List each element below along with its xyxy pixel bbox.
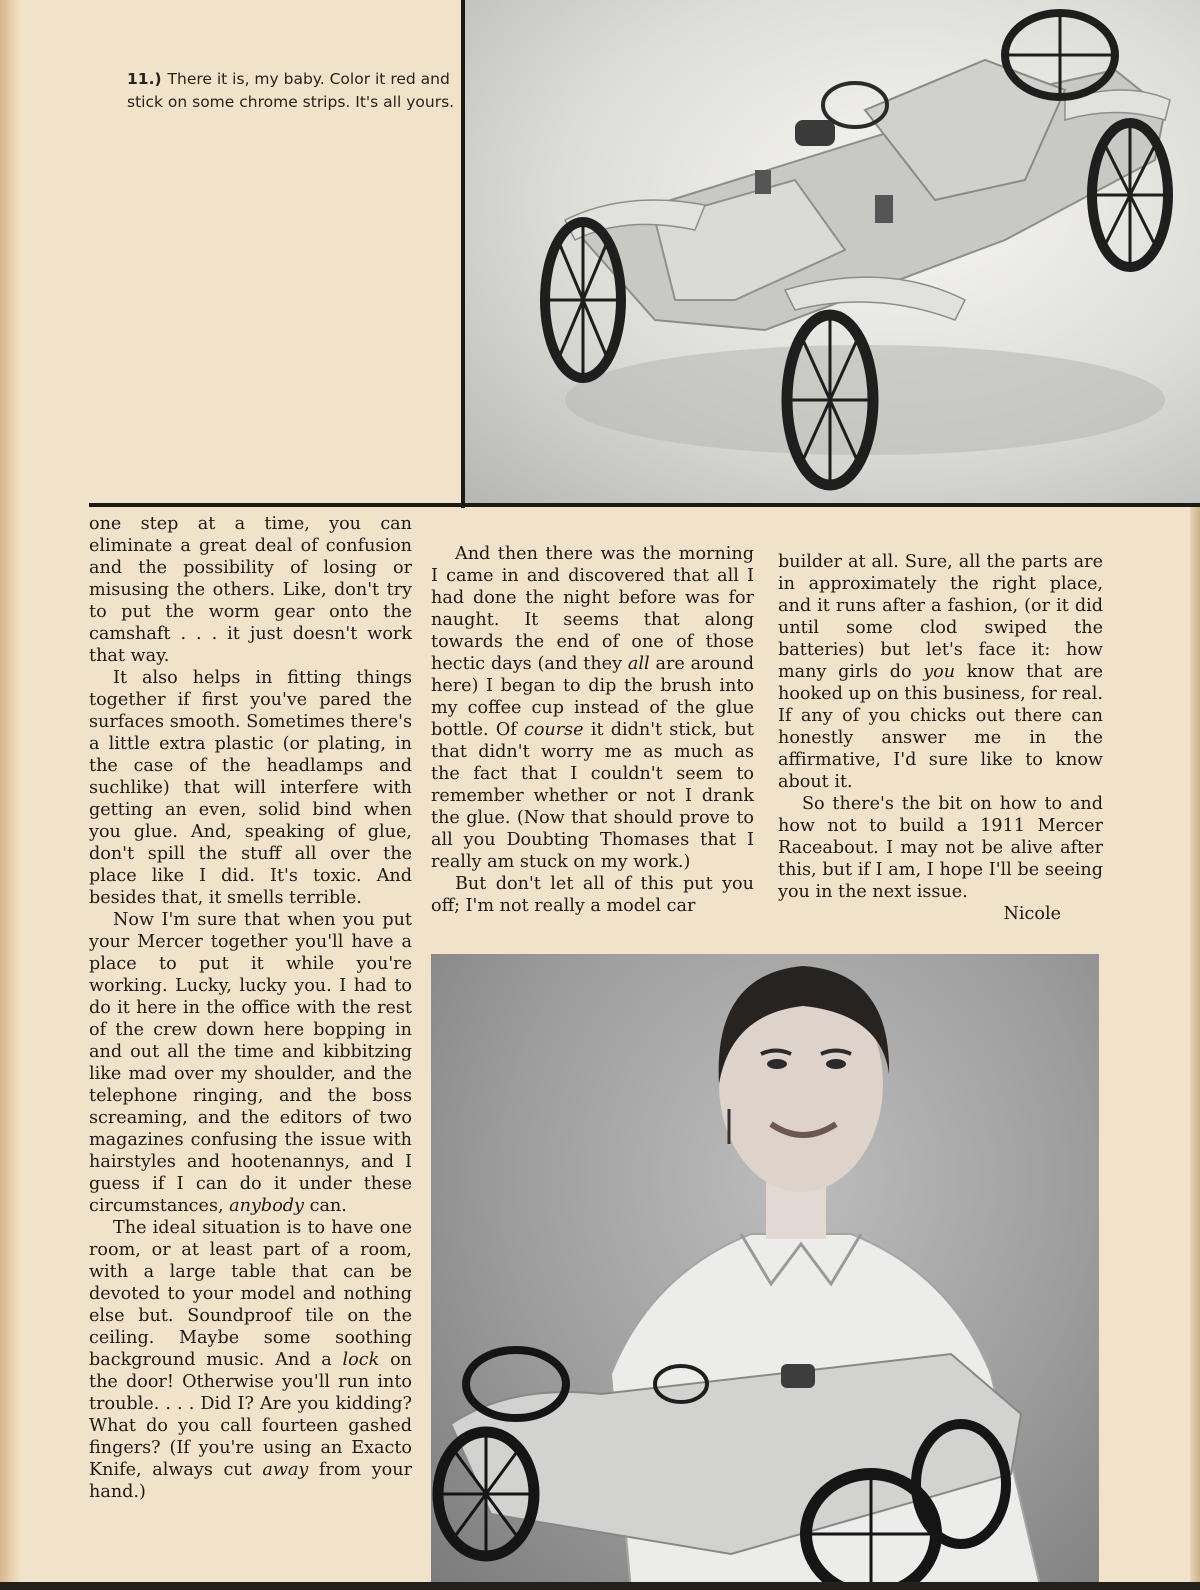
- model-car-wheel: [438, 1432, 534, 1556]
- caption-number: 11.): [127, 70, 162, 88]
- paragraph: one step at a time, you can eliminate a great deal of confusion and the possibility of losing or misusing the others. Like, don't try to put the worm gear onto the camshaft . . . it just doesn't work that way.: [89, 514, 412, 666]
- car-wheel: [1005, 13, 1115, 97]
- model-headlamp: [781, 1364, 815, 1388]
- article-column-3: [778, 551, 1103, 925]
- paragraph: The ideal situation is to have one room, or at least part of a room, with a large table that can be devoted to your model and nothing else but. Soundproof tile on the ceiling. Maybe some soothing background music. And a lock on the door! Otherwise you'll run into trouble. . . . Did I? Are you kidding? What do you call fourteen gashed fingers? (If you're using an Exacto Knife, always cut away from your hand.): [89, 1218, 413, 1502]
- car-headlamp: [795, 120, 835, 146]
- page-spine-shadow: [0, 0, 22, 1590]
- horizontal-rule: [89, 503, 1200, 507]
- model-car-photo: [465, 0, 1200, 503]
- car-wheel: [1092, 123, 1168, 267]
- paragraph: Now I'm sure that when you put your Mercer together you'll have a place to put it while you're working. Lucky, lucky you. I had to do it here in the office with the rest of the crew down here bopping in and out all the time and kibbitzing like mad over my shoulder, and the telephone ringing, and the boss screaming, and the editors of two magazines confusing the issue with hairstyles and hootenannys, and I guess if I can do it under these circumstances, anybody can.: [89, 910, 412, 1216]
- portrait-illustration: [431, 954, 1099, 1590]
- car-illustration: [465, 0, 1200, 503]
- woman-with-model-photo: [431, 954, 1099, 1590]
- author-signature: Nicole: [1003, 904, 1061, 924]
- paragraph: And then there was the morning I came in and discovered that all I had done the night before was for naught. It seems that along towards the end of one of those hectic days (and they all are around here) I began to dip the brush into my coffee cup instead of the glue bottle. Of course it didn't stick, but that didn't worry me as much as the fact that I couldn't seem to remember whether or not I drank the glue. (Now that should prove to all you Doubting Thomases that I really am stuck on my work.): [431, 544, 755, 872]
- paragraph: builder at all. Sure, all the parts are in approximately the right place, and it runs after a fashion, (or it did until some clod swiped the batteries) but let's face it: how many girls do you know that are hooked up on this business, for real. If any of you chicks out there can honestly answer me in the affirmative, I'd sure like to know about it.: [778, 552, 1103, 792]
- paragraph: So there's the bit on how to and how not to build a 1911 Mercer Raceabout. I may not be alive after this, but if I am, I hope I'll be seeing you in the next issue.: [778, 794, 1103, 902]
- paragraph: It also helps in fitting things together if first you've pared the surfaces smooth. Sometimes there's a little extra plastic (or plating, in the case of the headlamps and suchlike) that will interfere with getting an even, solid bind when you glue. And, speaking of glue, don't spill the stuff all over the place like I did. It's toxic. And besides that, it smells terrible.: [89, 668, 412, 908]
- article-column-2: [431, 543, 754, 917]
- car-wheel: [787, 315, 873, 485]
- car-wheel: [545, 222, 621, 378]
- photo-caption: [127, 68, 462, 114]
- caption-text: There it is, my baby. Color it red and stick on some chrome strips. It's all yours.: [127, 70, 455, 111]
- article-column-1: [89, 513, 412, 1503]
- page-bottom-shadow: [0, 1582, 1200, 1590]
- paragraph: But don't let all of this put you off; I'm not really a model car: [431, 874, 754, 916]
